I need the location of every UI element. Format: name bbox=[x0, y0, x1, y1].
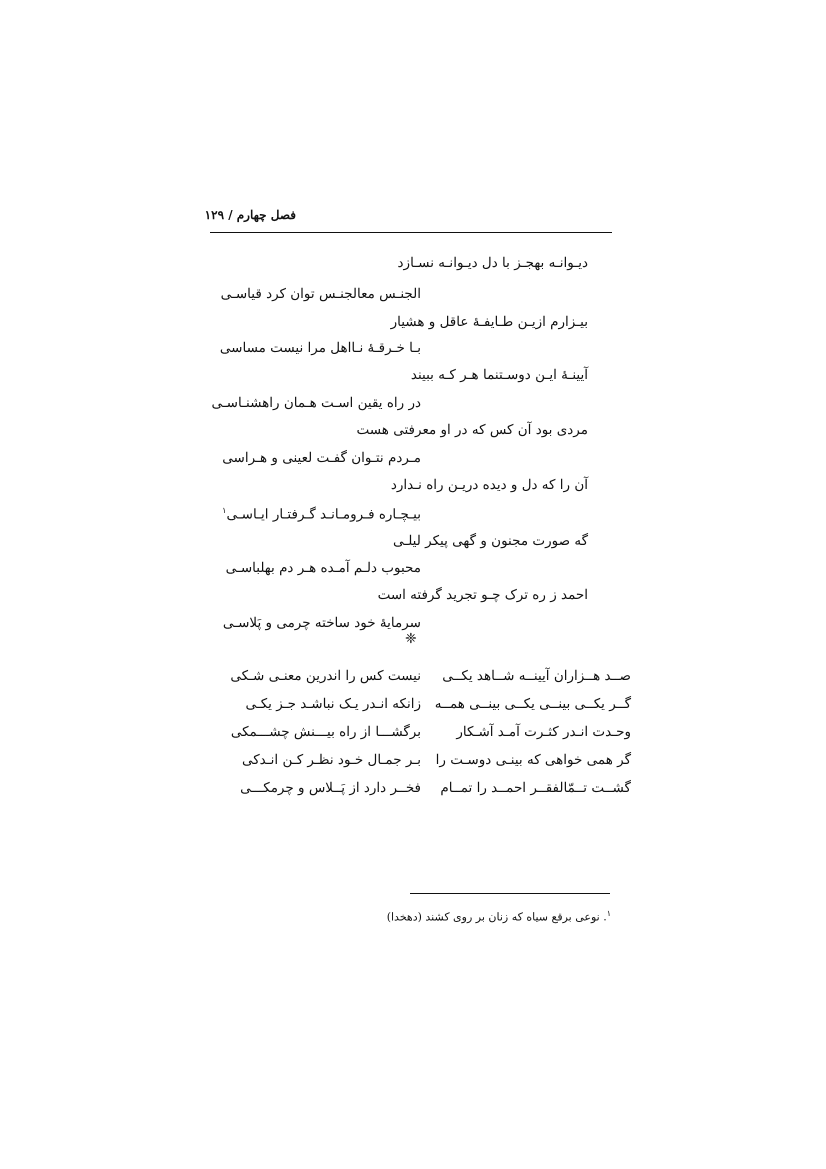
couplet-5-right: گشــت تــمّالفقــر احمــد را تمــام bbox=[440, 780, 631, 796]
verse-2-second: بـا خـرقـهٔ نـااهل مرا نیست مساسی bbox=[219, 340, 421, 356]
couplet-3-right: وحـدت انـدر کثـرت آمـد آشـکار bbox=[456, 724, 631, 740]
running-header: فصل چهارم / ۱۲۹ bbox=[204, 208, 296, 222]
footnote-reference: ۱ bbox=[222, 506, 227, 515]
couplet-1-right: صــد هــزاران آیینــه شــاهد یکــی bbox=[442, 668, 631, 684]
verse-2-first: بیـزارم ازیـن طـایفـهٔ عاقل و هشیار bbox=[390, 314, 588, 330]
header-rule bbox=[210, 232, 612, 233]
couplet-5-left: فخــر دارد از پَــلاس و چرمکـــی bbox=[240, 780, 421, 796]
couplet-1-left: نیست کس را اندرین معنـی شـکی bbox=[230, 668, 421, 684]
verse-3-first: آیینـهٔ ایـن دوسـتنما هـر کـه ببیند bbox=[410, 367, 588, 383]
verse-7-first: احمد ز ره ترک چـو تجرید گرفته است bbox=[377, 587, 588, 603]
verse-6-second: محبوب دلـم آمـده هـر دم بهلباسـی bbox=[225, 560, 421, 576]
couplet-4-left: بـر جمـال خـود نظـر کـن انـدکی bbox=[241, 752, 421, 768]
verse-3-second: در راه یقین اسـت هـمان راهشنـاسـی bbox=[211, 395, 421, 411]
verse-5-second-text: بیـچـاره فـرومـانـد گـرفتـار ایـاسـی bbox=[226, 506, 421, 523]
section-ornament: ❈ bbox=[405, 631, 417, 647]
couplet-4-right: گر همی خواهی که بینـی دوسـت را bbox=[435, 752, 631, 768]
verse-6-first: گه صورت مجنون و گهی پیکر لیلـی bbox=[392, 533, 588, 549]
verse-7-second: سرمایهٔ خود ساخته چرمی و پَلاسـی bbox=[222, 615, 421, 631]
footnote-text: . نوعی برقع سیاه که زنان بر روی کشند (دهخدا) bbox=[386, 910, 607, 924]
footnote-mark: ۱ bbox=[606, 909, 611, 918]
verse-5-first: آن را که دل و دیده دریـن راه نـدارد bbox=[390, 477, 588, 493]
verse-5-second bbox=[222, 507, 421, 522]
couplet-2-right: گــر یکــی بینــی یکــی بینــی همــه bbox=[434, 696, 631, 712]
couplet-2-left: زانکه انـدر یـک نباشـد جـز یکـی bbox=[245, 696, 421, 712]
footnote bbox=[387, 909, 611, 924]
verse-4-first: مردی بود آن کس که در او معرفتی هست bbox=[356, 422, 588, 438]
verse-1-first: دیـوانـه بهجـز با دل دیـوانـه نسـازد bbox=[397, 255, 588, 271]
verse-4-second: مـردم نتـوان گفـت لعینی و هـراسی bbox=[222, 450, 421, 466]
footnote-rule bbox=[410, 893, 610, 894]
couplet-3-left: برگشـــا از راه بیـــنش چشـــمکی bbox=[230, 724, 421, 740]
verse-1-second: الجنـس معالجنـس توان کرد قیاسـی bbox=[220, 286, 421, 302]
